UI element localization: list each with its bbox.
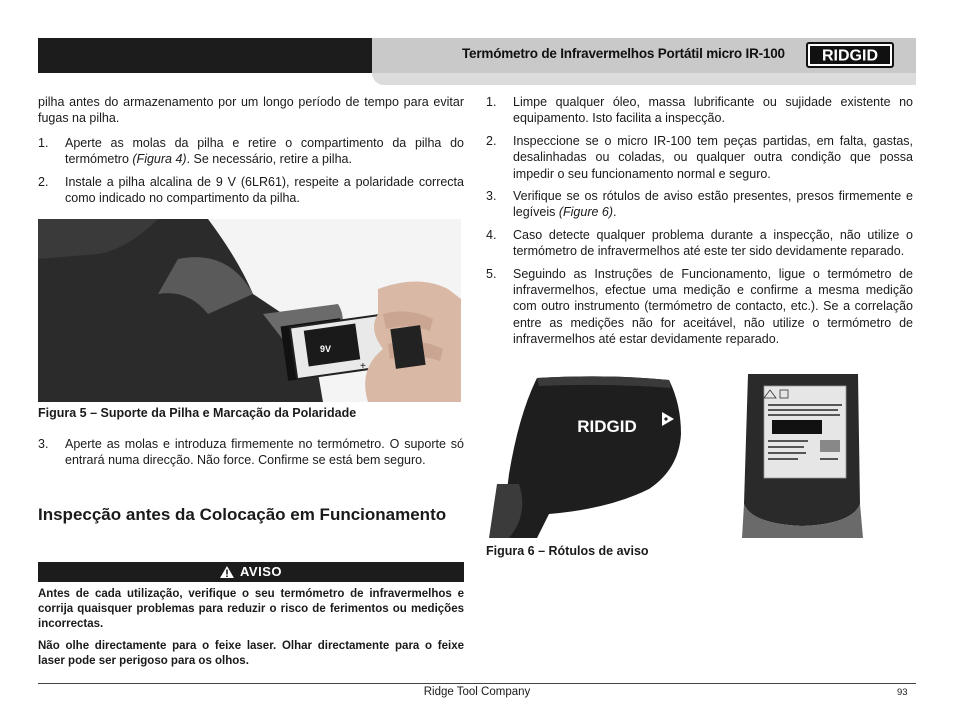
step-number: 1.: [486, 95, 497, 109]
right-step-1: [486, 94, 913, 127]
step-text: Aperte as molas e introduza firmemente no termómetro. O suporte só entrará numa direcção. Não force. Confirme se está bem seguro.: [65, 437, 464, 468]
intro-paragraph: pilha antes do armazenamento por um longo período de tempo para evitar fugas na pilha.: [38, 95, 464, 126]
warning-text-2: Não olhe directamente para o feixe laser. Olhar directamente para o feixe laser pode ser perigoso para os olhos.: [38, 640, 464, 668]
step-text: Caso detecte qualquer problema durante a inspecção, não utilize o termómetro de infravermelhos até este ter sido devidamente reparado.: [513, 227, 913, 259]
figure-6-device-label-photo: [742, 374, 863, 538]
right-step-5: [486, 266, 913, 348]
step-text: Limpe qualquer óleo, massa lubrificante ou sujidade existente no equipamento. Isto facilita a inspecção.: [513, 95, 913, 126]
svg-text:9V: 9V: [320, 344, 332, 354]
header-grey-tab: [372, 73, 916, 85]
step-text: Seguindo as Instruções de Funcionamento, ligue o termómetro de infravermelhos, efectue uma medição e confirme a mesma medição com outro instrumento (termómetro de contacto, etc.). Se a correlação entre as medições não for aceitável, não utilize o termómetro de infravermelhos até estar devidamente reparado.: [513, 266, 913, 347]
step-text-end: . Se necessário, retire a pilha.: [186, 152, 352, 167]
step-number: 3.: [38, 437, 49, 451]
step-number: 2.: [486, 133, 497, 148]
left-step-1: [38, 135, 464, 168]
warning-label: AVISO: [240, 564, 282, 579]
left-column: [38, 94, 464, 212]
step-text-end: .: [613, 205, 617, 220]
ridgid-logo: [806, 42, 894, 68]
header-title: Termómetro de Infravermelhos Portátil micro IR-100: [462, 46, 785, 61]
device-logo: RIDGID: [577, 417, 637, 436]
step-text: Inspeccione se o micro IR-100 tem peças partidas, em falta, gastas, desalinhadas ou coladas, ou qualquer outra condição que possa impedir o seu funcionamento normal e seguro.: [513, 133, 913, 181]
header-black-band: [38, 38, 372, 73]
svg-text:+: +: [360, 361, 366, 372]
step-text: Instale a pilha alcalina de 9 V (6LR61), respeite a polaridade correcta como indicado no compartimento da pilha.: [65, 174, 464, 206]
step-number: 4.: [486, 227, 497, 242]
figure-6-device-side-photo: [489, 374, 689, 538]
step-text: Verifique se os rótulos de aviso estão presentes, presos firmemente e legíveis: [513, 189, 913, 220]
step-number: 1.: [38, 135, 49, 150]
right-step-2: [486, 133, 913, 182]
figure-reference: (Figure 6): [558, 205, 614, 220]
right-step-3: [486, 188, 913, 221]
warning-bar: [38, 562, 464, 582]
figure-reference: (Figura 4): [132, 152, 187, 167]
section-heading: Inspecção antes da Colocação em Funcionamento: [38, 505, 447, 524]
page-number: 93: [897, 687, 908, 698]
warning-text-1: Antes de cada utilização, verifique o seu termómetro de infravermelhos e corrija quaisquer problemas para reduzir o risco de ferimentos ou medições incorrectas.: [38, 588, 464, 631]
left-step-3: [38, 436, 464, 475]
footer-company: Ridge Tool Company: [423, 686, 531, 698]
footer-rule: [38, 683, 916, 684]
right-step-4: [486, 227, 913, 260]
figure-5-battery-photo: [38, 219, 461, 402]
step-number: 2.: [38, 174, 49, 189]
left-step-2: [38, 174, 464, 207]
figure-5-caption: Figura 5 – Suporte da Pilha e Marcação da Polaridade: [38, 406, 357, 420]
step-number: 3.: [486, 189, 497, 204]
warning-triangle-icon: [220, 566, 234, 578]
ridgid-logo-text: RIDGID: [822, 47, 878, 65]
step-number: 5.: [486, 266, 497, 281]
step-text: Aperte as molas da pilha e retire o compartimento da pilha do termómetro: [65, 135, 464, 167]
right-column: [486, 94, 913, 354]
figure-6-caption: Figura 6 – Rótulos de aviso: [486, 544, 649, 558]
